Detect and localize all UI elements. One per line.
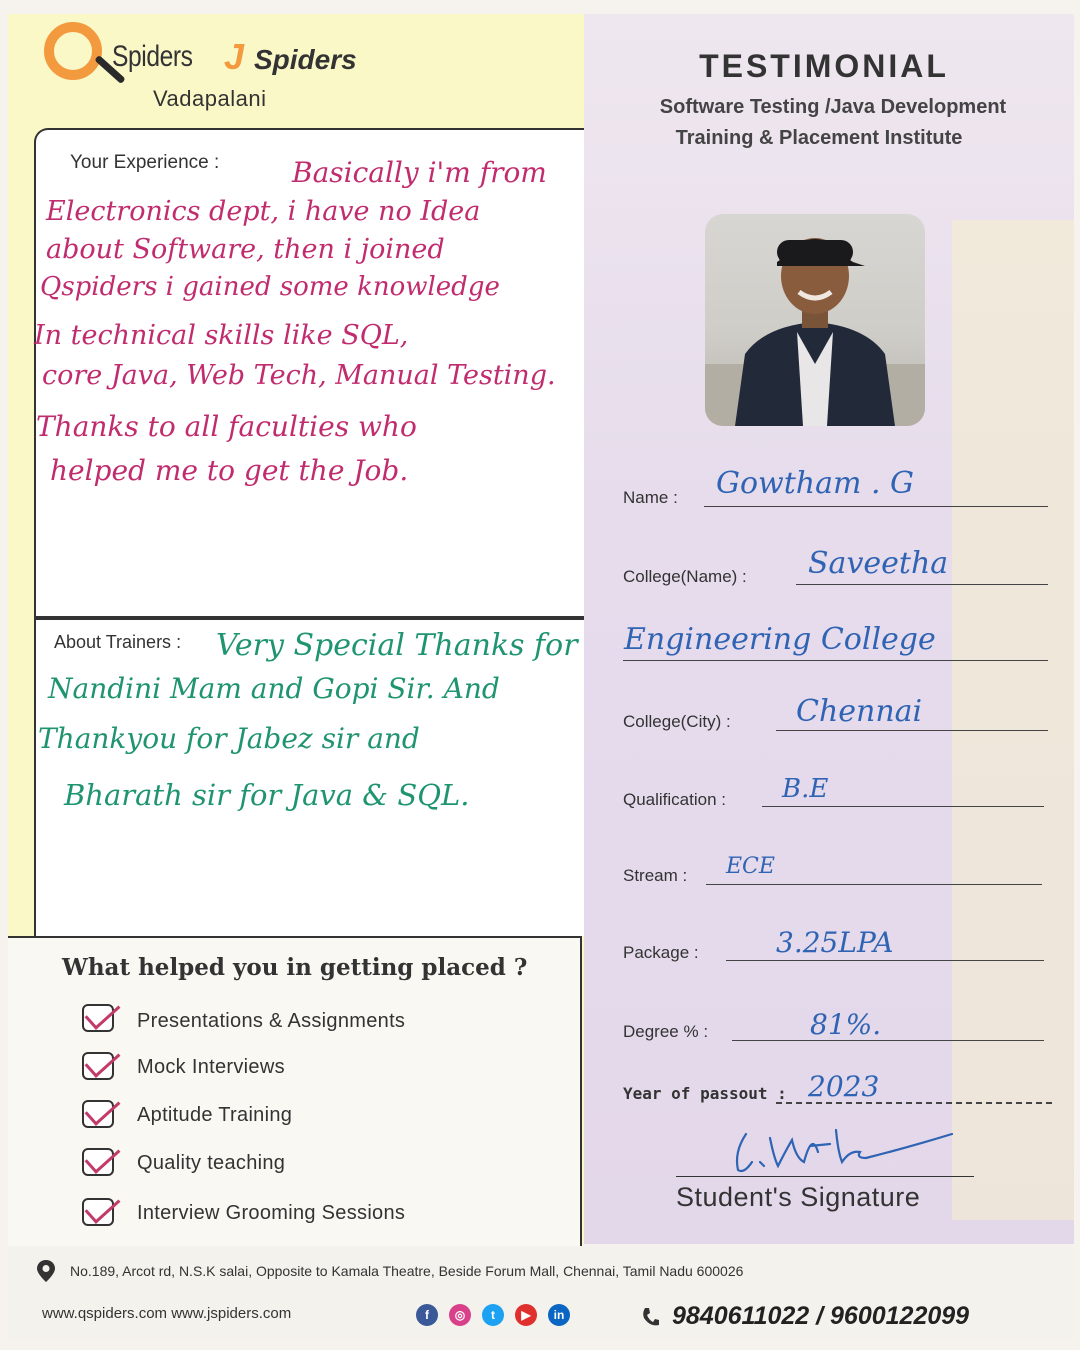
brand-location: Vadapalani	[153, 86, 267, 111]
trainers-line: Very Special Thanks for	[216, 628, 578, 663]
brand-j-mark: J	[224, 36, 245, 77]
qualification-underline	[762, 806, 1044, 807]
checkbox-presentations[interactable]	[82, 1004, 114, 1032]
checklist-title: What helped you in getting placed ?	[62, 954, 528, 981]
name-value: Gowtham . G	[716, 466, 914, 501]
footer-address: No.189, Arcot rd, N.S.K salai, Opposite to Kamala Theatre, Beside Forum Mall, Chennai, Tamil Nadu 600026	[70, 1263, 744, 1279]
qualification-value: B.E	[782, 774, 829, 804]
trainers-label: About Trainers :	[54, 632, 182, 652]
degree-label: Degree % :	[623, 1022, 709, 1041]
signature-label: Student's Signature	[676, 1182, 921, 1212]
college-name-underline-2	[623, 660, 1048, 661]
package-value: 3.25LPA	[776, 926, 894, 959]
instagram-icon[interactable]: ◎	[449, 1304, 471, 1326]
location-pin-icon	[36, 1259, 56, 1283]
checklist-item-label: Presentations & Assignments	[137, 1010, 406, 1032]
checklist-item-label: Quality teaching	[137, 1152, 286, 1174]
checklist-item-label: Mock Interviews	[137, 1056, 285, 1078]
trainers-line: Nandini Mam and Gopi Sir. And	[48, 672, 500, 705]
checklist-item-label: Interview Grooming Sessions	[137, 1202, 406, 1224]
package-underline	[726, 960, 1044, 961]
qualification-label: Qualification :	[623, 790, 726, 809]
stream-underline	[706, 884, 1042, 885]
twitter-icon[interactable]: t	[482, 1304, 504, 1326]
phone-icon	[640, 1306, 660, 1328]
year-label: Year of passout :	[623, 1084, 787, 1103]
subtitle-line-2: Training & Placement Institute	[675, 127, 963, 149]
year-value: 2023	[808, 1070, 880, 1103]
degree-underline	[732, 1040, 1044, 1041]
trainers-line: Thankyou for Jabez sir and	[38, 722, 420, 755]
college-name-value: Saveetha	[808, 546, 949, 581]
brand-jspiders: Spiders	[254, 44, 357, 75]
footer-phone[interactable]: 9840611022 / 9600122099	[672, 1302, 970, 1330]
linkedin-icon[interactable]: in	[548, 1304, 570, 1326]
right-panel-accent	[952, 220, 1074, 1220]
experience-line: about Software, then i joined	[46, 234, 445, 265]
signature-line	[676, 1176, 974, 1177]
subtitle-line-1: Software Testing /Java Development	[659, 96, 1007, 118]
college-name-value-line-2: Engineering College	[624, 622, 936, 657]
facebook-icon[interactable]: f	[416, 1304, 438, 1326]
experience-line: core Java, Web Tech, Manual Testing.	[42, 360, 556, 391]
brand-qspiders: Spiders	[112, 40, 193, 73]
experience-line: Thanks to all faculties who	[36, 410, 417, 443]
stream-value: ECE	[726, 854, 775, 879]
experience-line: Basically i'm from	[292, 156, 547, 189]
college-name-label: College(Name) :	[623, 567, 747, 586]
student-photo	[705, 214, 925, 426]
experience-line: helped me to get the Job.	[50, 454, 409, 487]
experience-line: Qspiders i gained some knowledge	[40, 272, 500, 302]
checkbox-mock-interviews[interactable]	[82, 1052, 114, 1080]
checkbox-aptitude[interactable]	[82, 1100, 114, 1128]
footer-websites[interactable]: www.qspiders.com www.jspiders.com	[42, 1305, 292, 1322]
trainers-line: Bharath sir for Java & SQL.	[64, 778, 470, 812]
experience-line: In technical skills like SQL,	[34, 320, 409, 351]
student-signature-image	[726, 1122, 958, 1178]
college-name-underline	[796, 584, 1048, 585]
experience-line: Electronics dept, i have no Idea	[46, 196, 481, 227]
package-label: Package :	[623, 943, 699, 962]
checkbox-quality-teaching[interactable]	[82, 1148, 114, 1176]
degree-value: 81%.	[810, 1008, 882, 1041]
name-label: Name :	[623, 488, 678, 507]
college-city-underline	[776, 730, 1048, 731]
college-city-value: Chennai	[796, 694, 923, 729]
stream-label: Stream :	[623, 866, 688, 885]
checkbox-grooming[interactable]	[82, 1198, 114, 1226]
experience-label: Your Experience :	[70, 152, 220, 173]
qspiders-logo-icon	[44, 22, 102, 80]
student-portrait-image	[705, 214, 925, 426]
page-title: TESTIMONIAL	[699, 48, 949, 84]
college-city-label: College(City) :	[623, 712, 731, 731]
checklist-item-label: Aptitude Training	[137, 1104, 293, 1126]
youtube-icon[interactable]: ▶	[515, 1304, 537, 1326]
name-underline	[704, 506, 1048, 507]
